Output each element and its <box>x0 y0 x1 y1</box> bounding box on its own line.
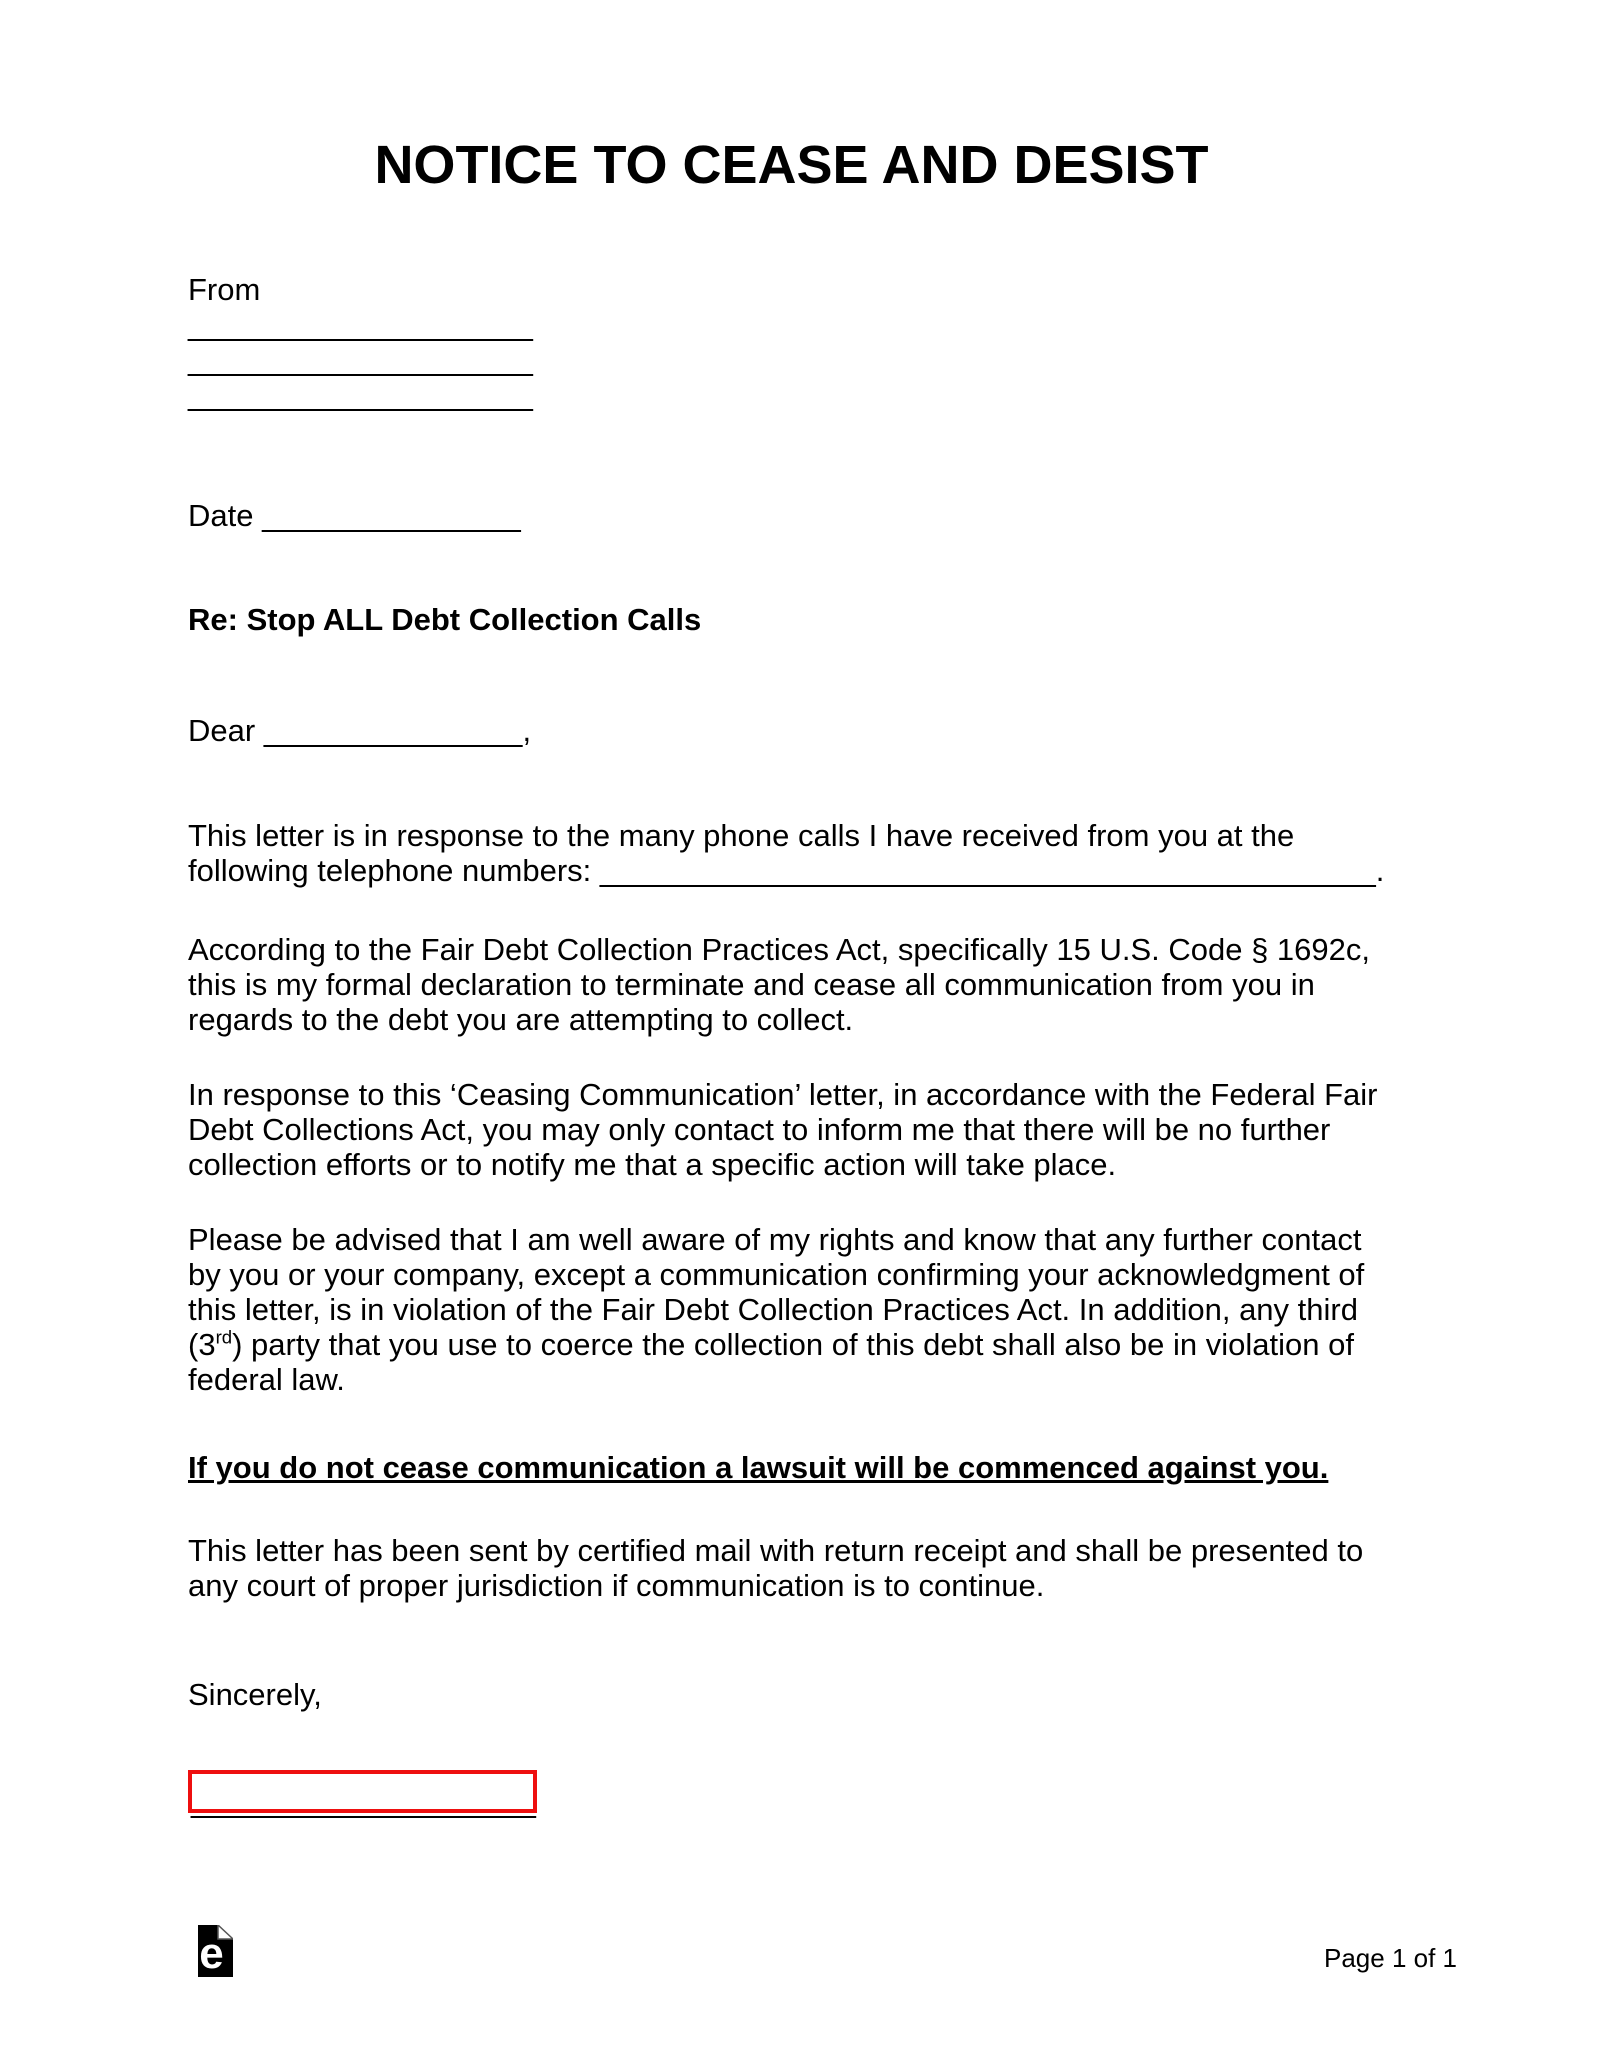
page-number: Page 1 of 1 <box>1324 1943 1457 1973</box>
paragraph-fdcpa-declaration: According to the Fair Debt Collection Practices Act, specifically 15 U.S. Code § 1692c, this is my formal declaration to terminate and cease all communication from you in regards to the debt you are attempting to collect. <box>188 932 1371 1037</box>
eforms-logo-icon <box>198 1925 233 1977</box>
paragraph-phone-calls-text: This letter is in response to the many phone calls I have received from you at the following telephone numbers: <box>188 818 1295 888</box>
signature-field-box[interactable] <box>188 1770 537 1819</box>
salutation-row <box>188 713 1395 748</box>
date-row <box>188 498 1395 533</box>
dear-label: Dear <box>188 713 264 748</box>
salutation-comma: , <box>522 713 532 748</box>
document-title: NOTICE TO CEASE AND DESIST <box>374 135 1209 195</box>
from-blank-line-2[interactable]: ____________________ <box>188 342 533 377</box>
re-subject-line: Re: Stop ALL Debt Collection Calls <box>188 602 702 637</box>
paragraph-rights-violation-text: Please be advised that I am well aware of my rights and know that any further contact by you or your company, except a communication confirming your acknowledgment of this letter, is in violation of the Fair Debt Collection Practices Act. In addition, any third (3 <box>188 1222 1365 1362</box>
lawsuit-warning-line: If you do not cease communication a lawsuit will be commenced against you. <box>188 1450 1329 1485</box>
recipient-name-blank[interactable]: _______________ <box>263 713 523 748</box>
logo-letter: e <box>199 1929 224 1977</box>
ordinal-superscript: rd <box>215 1326 233 1348</box>
date-blank[interactable]: _______________ <box>262 498 521 533</box>
paragraph-phone-calls <box>188 818 1395 888</box>
page-footer <box>198 1925 1457 1977</box>
paragraph-ceasing-communication: In response to this ‘Ceasing Communication’ letter, in accordance with the Federal Fair Debt Collections Act, you may only contact to inform me that there will be no further collection efforts or to notify me that a specific action will take place. <box>188 1077 1378 1182</box>
phone-numbers-blank[interactable]: _____________________________________________ <box>599 853 1376 888</box>
from-blank-line-1[interactable]: ____________________ <box>188 307 533 342</box>
from-label: From <box>188 272 261 307</box>
from-blank-line-3[interactable]: ____________________ <box>188 377 533 412</box>
date-label: Date <box>188 498 263 533</box>
paragraph-rights-violation <box>188 1222 1395 1397</box>
paragraph-rights-violation-continued: ) party that you use to coerce the collection of this debt shall also be in violation of federal law. <box>188 1327 1354 1397</box>
paragraph-phone-calls-period: . <box>1375 853 1385 888</box>
closing-sincerely: Sincerely, <box>188 1677 322 1712</box>
signature-blank-line[interactable]: ____________________ <box>191 1784 536 1819</box>
paragraph-certified-mail: This letter has been sent by certified mail with return receipt and shall be presented to any court of proper jurisdiction if communication is to continue. <box>188 1533 1364 1603</box>
